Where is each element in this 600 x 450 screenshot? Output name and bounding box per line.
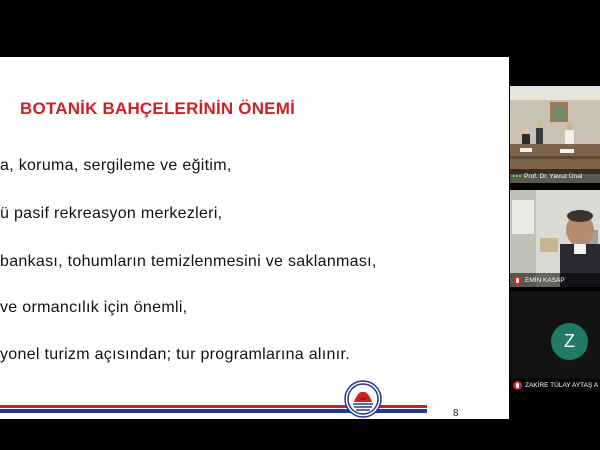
slide-page-number: 8 — [453, 408, 459, 419]
participant-name-bar — [510, 169, 600, 183]
participant-name: Prof. Dr. Yavuz Ünal — [524, 172, 583, 180]
mic-muted-icon — [513, 381, 522, 390]
participant-tile[interactable] — [510, 190, 600, 287]
university-logo — [344, 380, 382, 418]
slide-bullet: bankası, tohumların temizlenmesini ve saklanması, — [0, 253, 377, 270]
signal-icon — [513, 175, 521, 177]
participant-name-bar — [510, 273, 600, 287]
participant-name-bar — [510, 378, 600, 392]
slide-bullet: ü pasif rekreasyon merkezleri, — [0, 205, 223, 222]
slide-title: BOTANİK BAHÇELERİNİN ÖNEMİ — [20, 99, 295, 118]
participant-name: EMİN KASAP — [525, 276, 565, 284]
participant-tile[interactable] — [510, 291, 600, 392]
slide-bullet: ve ormancılık için önemli, — [0, 299, 188, 316]
participant-avatar: Z — [551, 323, 588, 360]
participant-tile[interactable] — [510, 86, 600, 183]
slide-bullet: a, koruma, sergileme ve eğitim, — [0, 157, 232, 174]
mic-muted-icon — [513, 276, 522, 285]
shared-slide — [0, 57, 509, 419]
slide-bullet: yonel turizm açısından; tur programlarına alınır. — [0, 346, 350, 363]
participant-name: ZAKİRE TÜLAY AYTAŞ A — [525, 381, 599, 389]
